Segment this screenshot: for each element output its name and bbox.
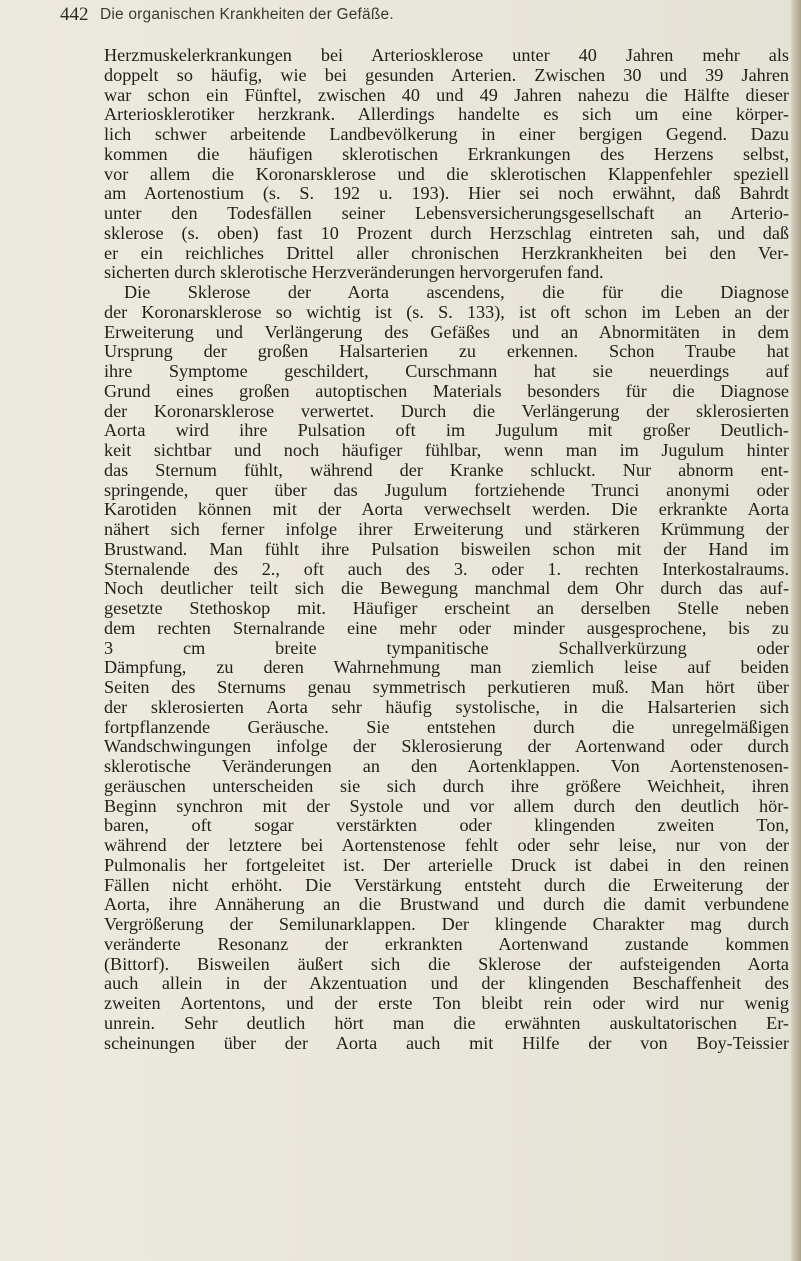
text-line: sicherten durch sklerotische Herzveränderungen hervorgerufen fand. xyxy=(104,262,604,283)
text-line: dem rechten Sternalrande eine mehr oder minder ausgesprochene, bis zu xyxy=(104,617,789,638)
page-number: 442 xyxy=(60,4,89,25)
text-line: Seiten des Sternums genau symmetrisch perkutieren muß. Man hört über xyxy=(104,677,789,697)
text-line: Aorta wird ihre Pulsation oft im Jugulum mit großer Deutlich- xyxy=(104,420,789,441)
text-line: Dämpfung, zu deren Wahrnehmung man ziemlich leise auf beiden xyxy=(104,657,789,678)
text-line: Herzmuskelerkrankungen bei Arteriosklerose unter 40 Jahren mehr als xyxy=(104,45,789,65)
text-line: 3 cm breite tympanitische Schallverkürzung oder xyxy=(104,637,789,658)
text-line: unter den Todesfällen seiner Lebensversicherungsgesellschaft an Arterio- xyxy=(104,203,789,223)
text-line: springende, quer über das Jugulum fortziehende Trunci anonymi oder xyxy=(104,479,789,500)
text-line: Vergrößerung der Semilunarklappen. Der klingende Charakter mag durch xyxy=(104,914,789,934)
text-line: Pulmonalis her fortgeleitet ist. Der arterielle Druck ist dabei in den reinen xyxy=(104,854,789,875)
text-line: Karotiden können mit der Aorta verwechselt werden. Die erkrankte Aorta xyxy=(104,499,789,520)
text-line: geräuschen unterscheiden sie sich durch ihre größere Weichheit, ihren xyxy=(104,775,789,796)
text-line: der sklerosierten Aorta sehr häufig systolische, in die Halsarterien sich xyxy=(104,696,789,717)
text-line: Aorta, ihre Annäherung an die Brustwand und durch die damit verbundene xyxy=(104,894,789,915)
text-line: unrein. Sehr deutlich hört man die erwähnten auskultatorischen Er- xyxy=(104,1012,789,1033)
text-line: Die Sklerose der Aorta ascendens, die für die Diagnose xyxy=(124,282,789,302)
text-line: der Koronarsklerose so wichtig ist (s. S. 133), ist oft schon im Leben an der xyxy=(104,301,789,322)
text-line: Wandschwingungen infolge der Sklerosierung der Aortenwand oder durch xyxy=(104,736,789,757)
text-line: während der letztere bei Aortenstenose fehlt oder sehr leise, nur von der xyxy=(104,835,789,855)
text-line: Beginn synchron mit der Systole und vor allem durch den deutlich hör- xyxy=(104,795,789,816)
text-line: nähert sich ferner infolge ihrer Erweiterung und stärkeren Krümmung der xyxy=(104,519,789,539)
page-edge xyxy=(791,0,801,1261)
text-line: scheinungen über der Aorta auch mit Hilfe der von Boy-Teissier xyxy=(104,1032,789,1053)
text-line: Grund eines großen autoptischen Materials besonders für die Diagnose xyxy=(104,380,789,401)
text-line: gesetzte Stethoskop mit. Häufiger erscheint an derselben Stelle neben xyxy=(104,598,789,618)
text-line: Noch deutlicher teilt sich die Bewegung manchmal dem Ohr durch das auf- xyxy=(104,578,789,599)
text-line: war schon ein Fünftel, zwischen 40 und 49 Jahren nahezu die Hälfte dieser xyxy=(104,84,789,105)
text-line: ihre Symptome geschildert, Curschmann hat sie neuerdings auf xyxy=(104,361,789,381)
text-line: zweiten Aortentons, und der erste Ton bleibt rein oder wird nur wenig xyxy=(104,993,789,1013)
text-line: Fällen nicht erhöht. Die Verstärkung entsteht durch die Erweiterung der xyxy=(104,874,789,895)
text-line: sklerose (s. oben) fast 10 Prozent durch Herzschlag eintreten sah, und daß xyxy=(104,222,789,243)
text-line: vor allem die Koronarsklerose und die sklerotischen Klappenfehler speziell xyxy=(104,163,789,184)
text-line: der Koronarsklerose verwertet. Durch die Verlängerung der sklerosierten xyxy=(104,400,789,421)
text-line: er ein reichliches Drittel aller chronischen Herzkrankheiten bei den Ver- xyxy=(104,242,789,263)
text-line: lich schwer arbeitende Landbevölkerung in einer bergigen Gegend. Dazu xyxy=(104,124,789,144)
text-line: auch allein in der Akzentuation und der klingenden Beschaffenheit des xyxy=(104,973,789,994)
page-header xyxy=(60,2,761,32)
body-text xyxy=(104,46,789,1053)
text-line: (Bittorf). Bisweilen äußert sich die Sklerose der aufsteigenden Aorta xyxy=(104,953,789,974)
text-line: fortpflanzende Geräusche. Sie entstehen durch die unregelmäßigen xyxy=(104,716,789,737)
text-line: keit sichtbar und noch häufiger fühlbar, wenn man im Jugulum hinter xyxy=(104,440,789,460)
text-line: baren, oft sogar verstärkten oder klingenden zweiten Ton, xyxy=(104,815,789,836)
text-line: Brustwand. Man fühlt ihre Pulsation bisweilen schon mit der Hand im xyxy=(104,538,789,559)
text-line: Arteriosklerotiker herzkrank. Allerdings handelte es sich um eine körper- xyxy=(104,104,789,125)
text-line: am Aortenostium (s. S. 192 u. 193). Hier sei noch erwähnt, daß Bahrdt xyxy=(104,183,789,204)
running-title: Die organischen Krankheiten der Gefäße. xyxy=(100,6,394,23)
text-line: Ursprung der großen Halsarterien zu erkennen. Schon Traube hat xyxy=(104,341,789,362)
text-line: kommen die häufigen sklerotischen Erkrankungen des Herzens selbst, xyxy=(104,143,789,164)
text-line: das Sternum fühlt, während der Kranke schluckt. Nur abnorm ent- xyxy=(104,459,789,480)
text-line: Sternalende des 2., oft auch des 3. oder 1. rechten Interkostalraums. xyxy=(104,558,789,579)
text-line: veränderte Resonanz der erkrankten Aortenwand zustande kommen xyxy=(104,933,789,954)
text-line: doppelt so häufig, wie bei gesunden Arterien. Zwischen 30 und 39 Jahren xyxy=(104,64,789,85)
text-line: sklerotische Veränderungen an den Aortenklappen. Von Aortenstenosen- xyxy=(104,756,789,776)
text-line: Erweiterung und Verlängerung des Gefäßes und an Abnormitäten in dem xyxy=(104,321,789,342)
